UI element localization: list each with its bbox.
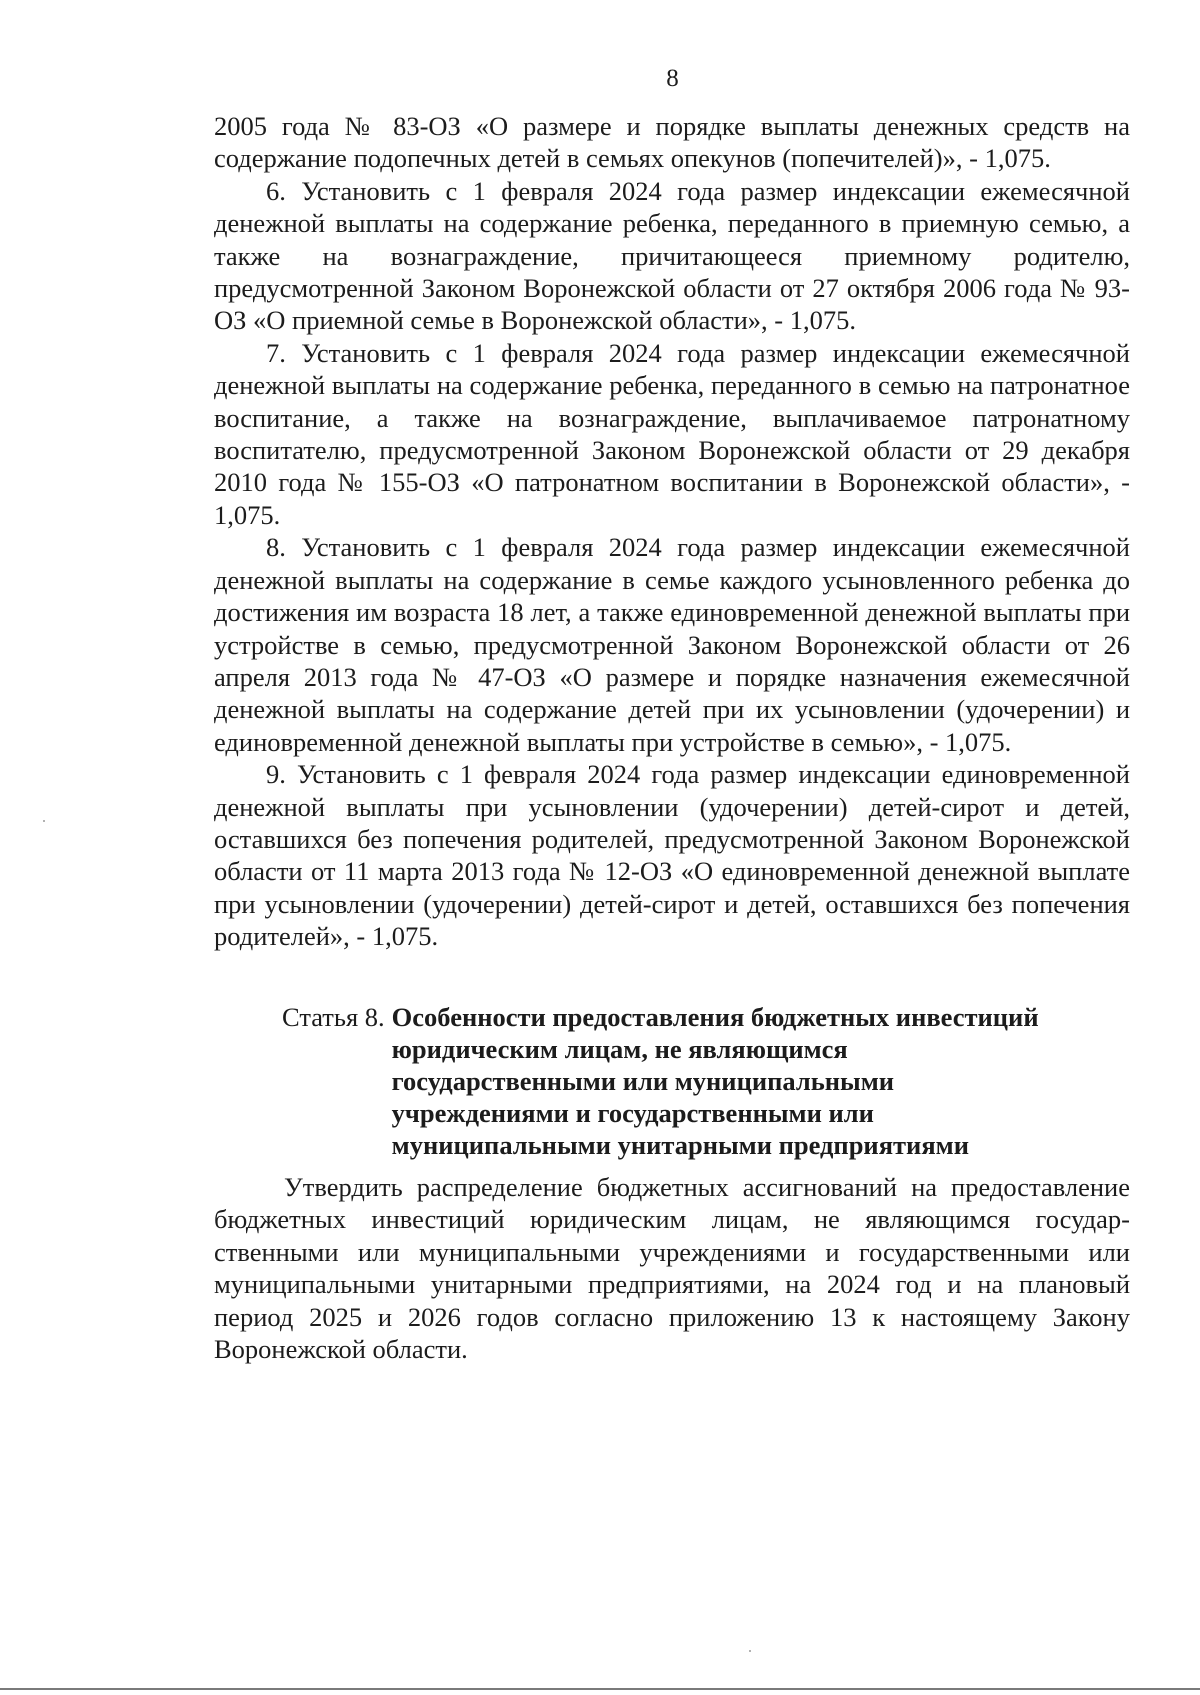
article-title-line: государственными или муниципальными <box>391 1066 895 1096</box>
indexation-paragraphs <box>214 110 1130 953</box>
article-body <box>214 1171 1130 1365</box>
article-label: Статья 8. <box>282 1002 385 1032</box>
article-title-line: муниципальными унитарными предприятиями <box>391 1130 969 1160</box>
article-heading <box>282 1001 1132 1161</box>
article-title-line: учреждениями и государственными или <box>391 1098 874 1128</box>
paragraph-item-8: 8. Установить с 1 февраля 2024 года размер индексации ежемесячной денежной выплаты на содержание в семье каждого усыновленного ребенка до достижения им возраста 18 лет, а также единовременной денежной выплаты при устройстве в семью, предусмотренной Законом Воронежской области от 26 апреля 2013 года № 47-ОЗ «О размере и порядке назначения ежемесячной денежной выплаты на содержание детей при их усыновлении (удочерении) и единовременной денежной выплаты при устройстве в семью», - 1,075. <box>214 532 1130 757</box>
page-bottom-edge <box>0 1688 1200 1690</box>
article-title-line: юридическим лицам, не являющимся <box>391 1034 848 1064</box>
paragraph-item-6: 6. Установить с 1 февраля 2024 года размер индексации ежемесячной денежной выплаты на содержание ребенка, переданного в приемную семью, а также на вознаграждение, причитающееся приемному родителю, предусмотренной Законом Воронежской области от 27 октября 2006 года № 93-ОЗ «О приемной семье в Воронежской области», - 1,075. <box>214 175 1130 336</box>
scan-speck <box>749 1650 751 1652</box>
paragraph-item-9: 9. Установить с 1 февраля 2024 года размер индексации единовременной денежной выплаты при усыновлении (удочерении) детей-сирот и детей, оставшихся без попечения родителей, предусмотренной Законом Воронежской области от 11 марта 2013 года № 12-ОЗ «О единовременной денежной выплате при усыновлении (удочерении) детей-сирот и детей, оставшихся без попечения родителей», - 1,075. <box>214 759 1130 952</box>
article-title-line: Особенности предоставления бюджетных инвестиций <box>391 1002 1039 1032</box>
scan-speck <box>43 820 45 822</box>
paragraph-item-7: 7. Установить с 1 февраля 2024 года размер индексации ежемесячной денежной выплаты на содержание ребенка, переданного в семью на патронатное воспитание, а также на вознаграждение, выплачиваемое патронатному воспитателю, предусмотренной Законом Воронежской области от 29 декабря 2010 года № 155-ОЗ «О патронатном воспитании в Воронежской области», - 1,075. <box>214 337 1130 530</box>
page-number: 8 <box>666 65 679 92</box>
article-body-paragraph: Утвердить распределение бюджетных ассигнований на предоставление бюджетных инвестиций юридическим лицам, не являющимся государственными или муниципальными учреждениями и государственными или муниципальными унитарными предприятиями, на 2024 год и на плановый период 2025 и 2026 годов согласно приложению 13 к настоящему Закону Воронежской области. <box>214 1172 1130 1365</box>
paragraph-continuation: 2005 года № 83-ОЗ «О размере и порядке выплаты денежных средств на содержание подопечных детей в семьях опекунов (попечителей)», - 1,075. <box>214 111 1130 174</box>
article-title <box>392 1001 1072 1161</box>
